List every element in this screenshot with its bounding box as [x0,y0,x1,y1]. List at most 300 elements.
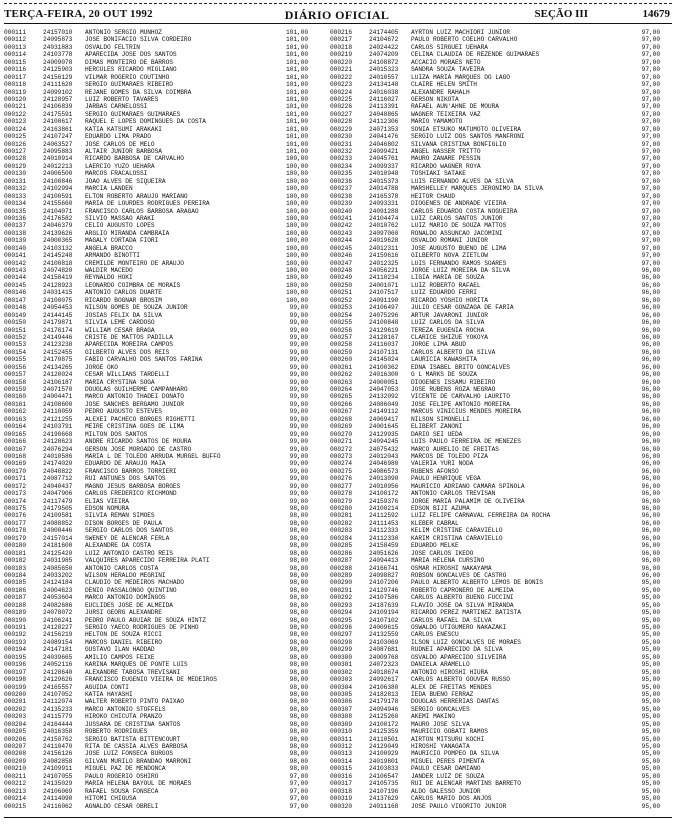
list-item [330,364,676,371]
registration-number: 24099421 [369,148,399,155]
candidate-score: 98,00 [289,661,308,669]
list-item [4,364,326,371]
list-item [330,401,676,408]
list-item [330,230,676,237]
candidate-name: MEIRE CRISTINA GOES DE LIMA [85,423,184,431]
candidate-name: MARSHELLEY MARQUES JERONIMO DA SILVA [411,185,543,193]
registration-number: 24132092 [369,393,399,401]
candidate-score: 100,00 [286,274,308,282]
list-item [330,490,676,497]
candidate-name: RAQUEL E LOPES DOMINGUES DA COSTA [85,118,206,126]
candidate-score: 97,00 [641,66,660,74]
candidate-score: 99,00 [289,348,308,356]
candidate-name: RICARDO BOGNAR BROSIM [85,296,162,304]
registration-number: 24107586 [369,594,399,602]
sequence-number: 000166 [4,438,26,446]
sequence-number: 000237 [330,185,352,193]
registration-number: 24125359 [369,728,399,736]
candidate-name: MARIO YAMAMOTO [411,118,463,126]
candidate-name: ANTONIO CARLOS TREVISAN [411,490,496,498]
registration-number: 24174020 [43,460,73,468]
candidate-score: 95,00 [641,594,660,602]
list-item [330,527,676,534]
sequence-number: 000302 [330,668,352,676]
sequence-number: 000161 [4,400,26,408]
list-item [330,550,676,557]
list-item [330,282,676,289]
sequence-number: 000120 [4,95,26,103]
candidate-name: REJANE GOMES DA SILVA COIMBRA [85,88,192,96]
candidate-score: 97,00 [641,177,660,185]
candidate-score: 96,00 [641,475,660,483]
candidate-score: 95,00 [641,772,660,780]
list-item [330,193,676,200]
registration-number: 24128167 [369,333,399,341]
candidate-name: ARMANDO BINOTTI [85,252,140,260]
candidate-name: MARCOS DE TOLEDO PIZA [411,452,488,460]
candidate-score: 100,00 [286,207,308,215]
candidate-score: 95,00 [641,802,660,810]
candidate-score: 97,00 [641,95,660,103]
registration-number: 24095873 [43,36,73,44]
sequence-number: 000269 [330,423,352,431]
sequence-number: 000159 [4,386,26,393]
registration-number: 24085650 [43,564,73,572]
candidate-score: 101,00 [286,81,308,89]
list-item [330,126,676,133]
list-item [330,631,676,638]
sequence-number: 000260 [330,356,352,364]
list-item [330,245,676,252]
candidate-name: MAGNO JESUS BARBOSA BORGES [85,482,181,490]
sequence-number: 000144 [4,274,26,282]
registration-number: 24086049 [369,400,399,408]
sequence-number: 000193 [4,638,26,646]
registration-number: 24019628 [369,237,399,245]
candidate-score: 97,00 [641,244,660,252]
list-item [330,74,676,81]
list-item [4,706,326,713]
candidate-score: 97,00 [641,58,660,66]
sequence-number: 000190 [4,616,26,624]
list-item [4,193,326,200]
candidate-name: MARCO ANTONIO DOMINGOS [85,594,166,602]
list-item [330,617,676,624]
sequence-number: 000263 [330,378,352,386]
list-item [330,475,676,482]
candidate-score: 100,00 [286,252,308,260]
candidate-score: 98,00 [289,549,308,557]
list-item [4,736,326,743]
sequence-number: 000172 [4,482,26,490]
sequence-number: 000275 [330,467,352,475]
candidate-name: EDSON NOMURA [85,505,129,512]
registration-number: 24094946 [369,705,399,713]
list-item [330,565,676,572]
list-item [330,468,676,475]
candidate-score: 101,00 [286,110,308,118]
sequence-number: 000262 [330,371,352,379]
candidate-score: 95,00 [641,713,660,721]
registration-number: 24108872 [369,58,399,66]
candidate-name: JOSE LUIZ FONSECA BURGOS [85,750,173,758]
candidate-name: JOSE CARLOS IKEDO [411,549,474,557]
registration-number: 24106241 [43,616,73,624]
candidate-score: 96,00 [641,319,660,327]
list-item [4,542,326,549]
candidate-score: 96,00 [641,296,660,304]
candidate-score: 98,00 [289,638,308,646]
list-item [4,297,326,304]
candidate-name: LUIZ ANTONIO CASTRO REIS [85,549,173,557]
sequence-number: 000148 [4,304,26,312]
candidate-score: 98,00 [289,527,308,535]
candidate-name: KARINA MARQUES DE PONTE LUIS [85,661,188,669]
list-item [330,535,676,542]
candidate-name: DIMAS MONTEIRO DE BARROS [85,58,173,66]
candidate-score: 95,00 [641,638,660,646]
candidate-name: MARCIA LANDEN [85,185,133,193]
sequence-number: 000146 [4,289,26,297]
list-item [4,446,326,453]
registration-number: 24114090 [43,795,73,803]
candidate-name: JANDER LUIZ DE SOUZA [411,772,485,780]
candidate-score: 101,00 [286,118,308,126]
registration-number: 24134265 [43,363,73,371]
candidate-list-right-column [330,29,676,810]
sequence-number: 000256 [330,326,352,334]
registration-number: 24182813 [369,690,399,698]
candidate-name: MAGALY CORTADA FIORI [85,237,159,245]
sequence-number: 000254 [330,311,352,319]
list-item [4,572,326,579]
candidate-score: 100,00 [286,170,308,178]
candidate-name: CARLOS ENESCU [411,631,459,639]
list-item [330,163,676,170]
sequence-number: 000152 [4,333,26,341]
registration-number: 24158459 [369,542,399,550]
sequence-number: 000153 [4,341,26,349]
candidate-score: 98,00 [289,579,308,587]
candidate-name: CREMILDE MONTEIRO DE ARAUJO [85,259,184,267]
list-item [4,728,326,735]
list-item [4,29,326,36]
registration-number: 24103791 [43,423,73,431]
candidate-name: PEDRO AUGUSTO ESTEVES [85,408,162,416]
candidate-name: RONALDO ASSUNCAO JACOMINI [411,229,503,237]
list-item [330,758,676,765]
registration-number: 24098827 [369,571,399,579]
candidate-score: 99,00 [289,341,308,349]
candidate-score: 99,00 [289,326,308,334]
sequence-number: 000241 [330,214,352,222]
sequence-number: 000118 [4,81,26,89]
candidate-name: MAURO JOSE SILVA [411,720,470,728]
sequence-number: 000143 [4,267,26,274]
registration-number: 24010956 [369,482,399,490]
registration-number: 24139626 [43,229,73,237]
registration-number: 24120227 [43,624,73,631]
candidate-score: 97,00 [641,192,660,200]
candidate-score: 96,00 [641,460,660,468]
candidate-score: 100,00 [286,222,308,230]
list-item [330,713,676,720]
candidate-score: 99,00 [289,371,308,379]
list-item [4,155,326,162]
candidate-name: HIROKO CHICUTA PRANZO [85,713,162,721]
registration-number: 24012213 [43,162,73,170]
candidate-score: 98,00 [289,705,308,713]
sequence-number: 000228 [330,118,352,126]
registration-number: 24009078 [43,58,73,66]
sequence-number: 000171 [4,475,26,483]
sequence-number: 000245 [330,244,352,252]
candidate-name: AMILIO CAMPOS FEIXE [85,653,155,661]
candidate-name: RITA DE CASSIA ALVES BARBOSA [85,743,188,750]
candidate-name: SERGIO GONCALVES [411,705,470,713]
candidate-name: SERGIO CARLOS DOS SANTOS [85,527,173,535]
list-item [4,245,326,252]
list-item [330,133,676,140]
sequence-number: 000274 [330,460,352,468]
list-item [330,215,676,222]
registration-number: 24000446 [43,527,73,535]
registration-number: 24053604 [43,594,73,602]
list-item [4,74,326,81]
candidate-score: 96,00 [641,564,660,572]
candidate-score: 95,00 [641,661,660,669]
registration-number: 24152455 [43,348,73,356]
candidate-name: DOUGLAS GUILHERME CAMPANHARO [85,386,188,393]
list-item [4,237,326,244]
list-item [4,505,326,512]
sequence-number: 000246 [330,252,352,260]
registration-number: 24128957 [43,95,73,103]
candidate-name: RICARDO YOSHIO HORITA [411,296,488,304]
sequence-number: 000304 [330,683,352,691]
candidate-name: MARCUS VINICIUS MENDES MOREIRA [411,408,521,416]
registration-number: 24124184 [43,579,73,587]
list-item [330,319,676,326]
registration-number: 24107052 [43,690,73,698]
candidate-score: 99,00 [289,445,308,453]
candidate-name: MARIA DE LOURDES RODRIGUES PEREIRA [85,200,210,208]
list-item [330,200,676,207]
candidate-name: CARLOS RAFAEL DA SILVA [411,616,492,624]
candidate-name: WILLIAM CESAR BRAGA [85,326,155,334]
list-item [4,416,326,423]
candidate-name: OSVALDO APARECIDO SILVEIRA [411,653,507,661]
candidate-name: RICARDO PEREZ MARTINEZ BATISTA [411,609,521,617]
list-item [330,579,676,586]
list-item [330,698,676,705]
registration-number: 24109911 [43,765,73,773]
sequence-number: 000184 [4,571,26,579]
list-item [330,51,676,58]
candidate-name: GERSON JOSE MORGADO DE CASTRO [85,445,192,453]
candidate-score: 97,00 [289,772,308,780]
list-item [330,453,676,460]
candidate-name: SANDRA SOUZA TAVEIRA [411,66,485,74]
candidate-name: CLAUDIO DE MEDEIROS MACHADO [85,579,184,587]
list-item [330,208,676,215]
candidate-score: 95,00 [641,720,660,728]
candidate-name: ROBERTO CAPRONERO DE ALMEIDA [411,586,514,594]
candidate-name: DARIO SEI UEDA [411,430,463,438]
candidate-score: 101,00 [286,140,308,148]
candidate-score: 100,00 [286,244,308,252]
candidate-score: 95,00 [641,705,660,713]
sequence-number: 000174 [4,497,26,505]
candidate-score: 96,00 [641,408,660,416]
sequence-number: 000162 [4,408,26,416]
candidate-name: ANGEL NASSER TRITTO [411,148,481,155]
list-item [330,349,676,356]
candidate-name: EDSON BIJI AZUMA [411,505,470,512]
registration-number: 24071570 [43,386,73,393]
candidate-name: EDUARDO MELKE [411,542,459,550]
list-item [330,178,676,185]
sequence-number: 000128 [4,155,26,163]
list-item [330,96,676,103]
candidate-score: 101,00 [286,29,308,36]
sequence-number: 000231 [330,140,352,148]
candidate-name: LUIZ CARLOS SANTOS JUNIOR [411,214,503,222]
sequence-number: 000115 [4,58,26,66]
candidate-name: KATIA HAYASHI [85,690,133,698]
list-item [4,170,326,177]
candidate-name: HITOMI CHIGUSA [85,795,137,803]
candidate-score: 99,00 [289,356,308,364]
sequence-number: 000163 [4,415,26,423]
candidate-score: 96,00 [641,534,660,542]
sequence-number: 000218 [330,43,352,51]
candidate-name: LUIZ FELIPE CARNAVAL FERREIRA DA ROCHA [411,512,551,520]
list-item [330,684,676,691]
list-item [4,788,326,795]
candidate-name: LUIZ ROBERTO TAVARES [85,95,159,103]
candidate-score: 99,00 [289,378,308,386]
sequence-number: 000204 [4,720,26,728]
registration-number: 24031883 [43,43,73,51]
candidate-name: SERGIO LUIZ DOS SANTOS MANFRONI [411,133,525,141]
candidate-name: KATIA KATSUMI ARAKAKI [85,125,162,133]
candidate-score: 96,00 [641,482,660,490]
sequence-number: 000318 [330,787,352,795]
list-item [4,274,326,281]
list-item [4,327,326,334]
sequence-number: 000169 [4,460,26,468]
registration-number: 24110059 [43,408,73,416]
sequence-number: 000226 [330,103,352,111]
candidate-score: 98,00 [289,616,308,624]
candidate-name: LUIS PAULO FERREIRA DE MENEZES [411,438,521,446]
candidate-name: ALEXANDRE DA COSTA [85,542,151,550]
candidate-name: LEONARDO COIMBRA DE MORAIS [85,281,181,289]
candidate-score: 96,00 [641,497,660,505]
list-item [4,36,326,43]
registration-number: 24105735 [369,780,399,788]
registration-number: 24091288 [369,207,399,215]
registration-number: 24103833 [369,765,399,773]
candidate-score: 97,00 [641,185,660,193]
candidate-name: ALEX DE FREITAS MENDES [411,683,492,691]
registration-number: 24010914 [43,155,73,163]
list-item [330,594,676,601]
candidate-score: 97,00 [641,36,660,44]
registration-number: 24179871 [43,319,73,327]
registration-number: 24164444 [43,720,73,728]
sequence-number: 000294 [330,609,352,617]
sequence-number: 000116 [4,66,26,74]
list-item [330,44,676,51]
registration-number: 24116062 [43,802,73,810]
sequence-number: 000212 [4,780,26,788]
candidate-name: ANGELA BRACCO [85,244,133,252]
candidate-score: 97,00 [641,118,660,126]
sequence-number: 000277 [330,482,352,490]
candidate-score: 101,00 [286,43,308,51]
registration-number: 24018674 [369,668,399,676]
candidate-score: 97,00 [641,259,660,267]
sequence-number: 000257 [330,333,352,341]
candidate-name: MARCO ANTONIO THADEI DONATO [85,393,184,401]
list-item [330,103,676,110]
sequence-number: 000210 [4,765,26,773]
sequence-number: 000198 [4,676,26,684]
registration-number: 24031415 [43,289,73,297]
candidate-name: LAURICIA KAWASHITA [411,356,477,364]
list-item [330,274,676,281]
registration-number: 24048822 [43,467,73,475]
candidate-name: JOSE AUGUSTO BUENO DE LIMA [411,244,507,252]
candidate-score: 96,00 [641,571,660,579]
header-rule [4,23,672,24]
sequence-number: 000307 [330,705,352,713]
list-item [330,185,676,192]
list-item [330,646,676,653]
registration-number: 24019801 [369,757,399,765]
sequence-number: 000213 [4,787,26,795]
registration-number: 24149446 [43,333,73,341]
list-item [4,750,326,757]
list-item [4,386,326,393]
registration-number: 24076294 [43,445,73,453]
registration-number: 24174405 [369,29,399,36]
list-item [4,535,326,542]
sequence-number: 000127 [4,148,26,155]
sequence-number: 000187 [4,594,26,602]
list-item [330,542,676,549]
list-item [330,639,676,646]
candidate-score: 97,00 [641,51,660,59]
registration-number: 24041476 [369,133,399,141]
candidate-name: MILTON DOS SANTOS [85,430,148,438]
registration-number: 24089154 [43,638,73,646]
registration-number: 24069417 [369,415,399,423]
candidate-score: 96,00 [641,400,660,408]
list-item [330,416,676,423]
sequence-number: 000235 [330,170,352,178]
list-item [4,379,326,386]
candidate-name: GERSON NIKOTA [411,95,459,103]
list-item [330,446,676,453]
candidate-name: LIGIA MARIA DE SOUZA [411,274,485,282]
sequence-number: 000176 [4,512,26,520]
registration-number: 24112333 [369,527,399,535]
candidate-score: 99,00 [289,400,308,408]
candidate-score: 97,00 [641,103,660,111]
